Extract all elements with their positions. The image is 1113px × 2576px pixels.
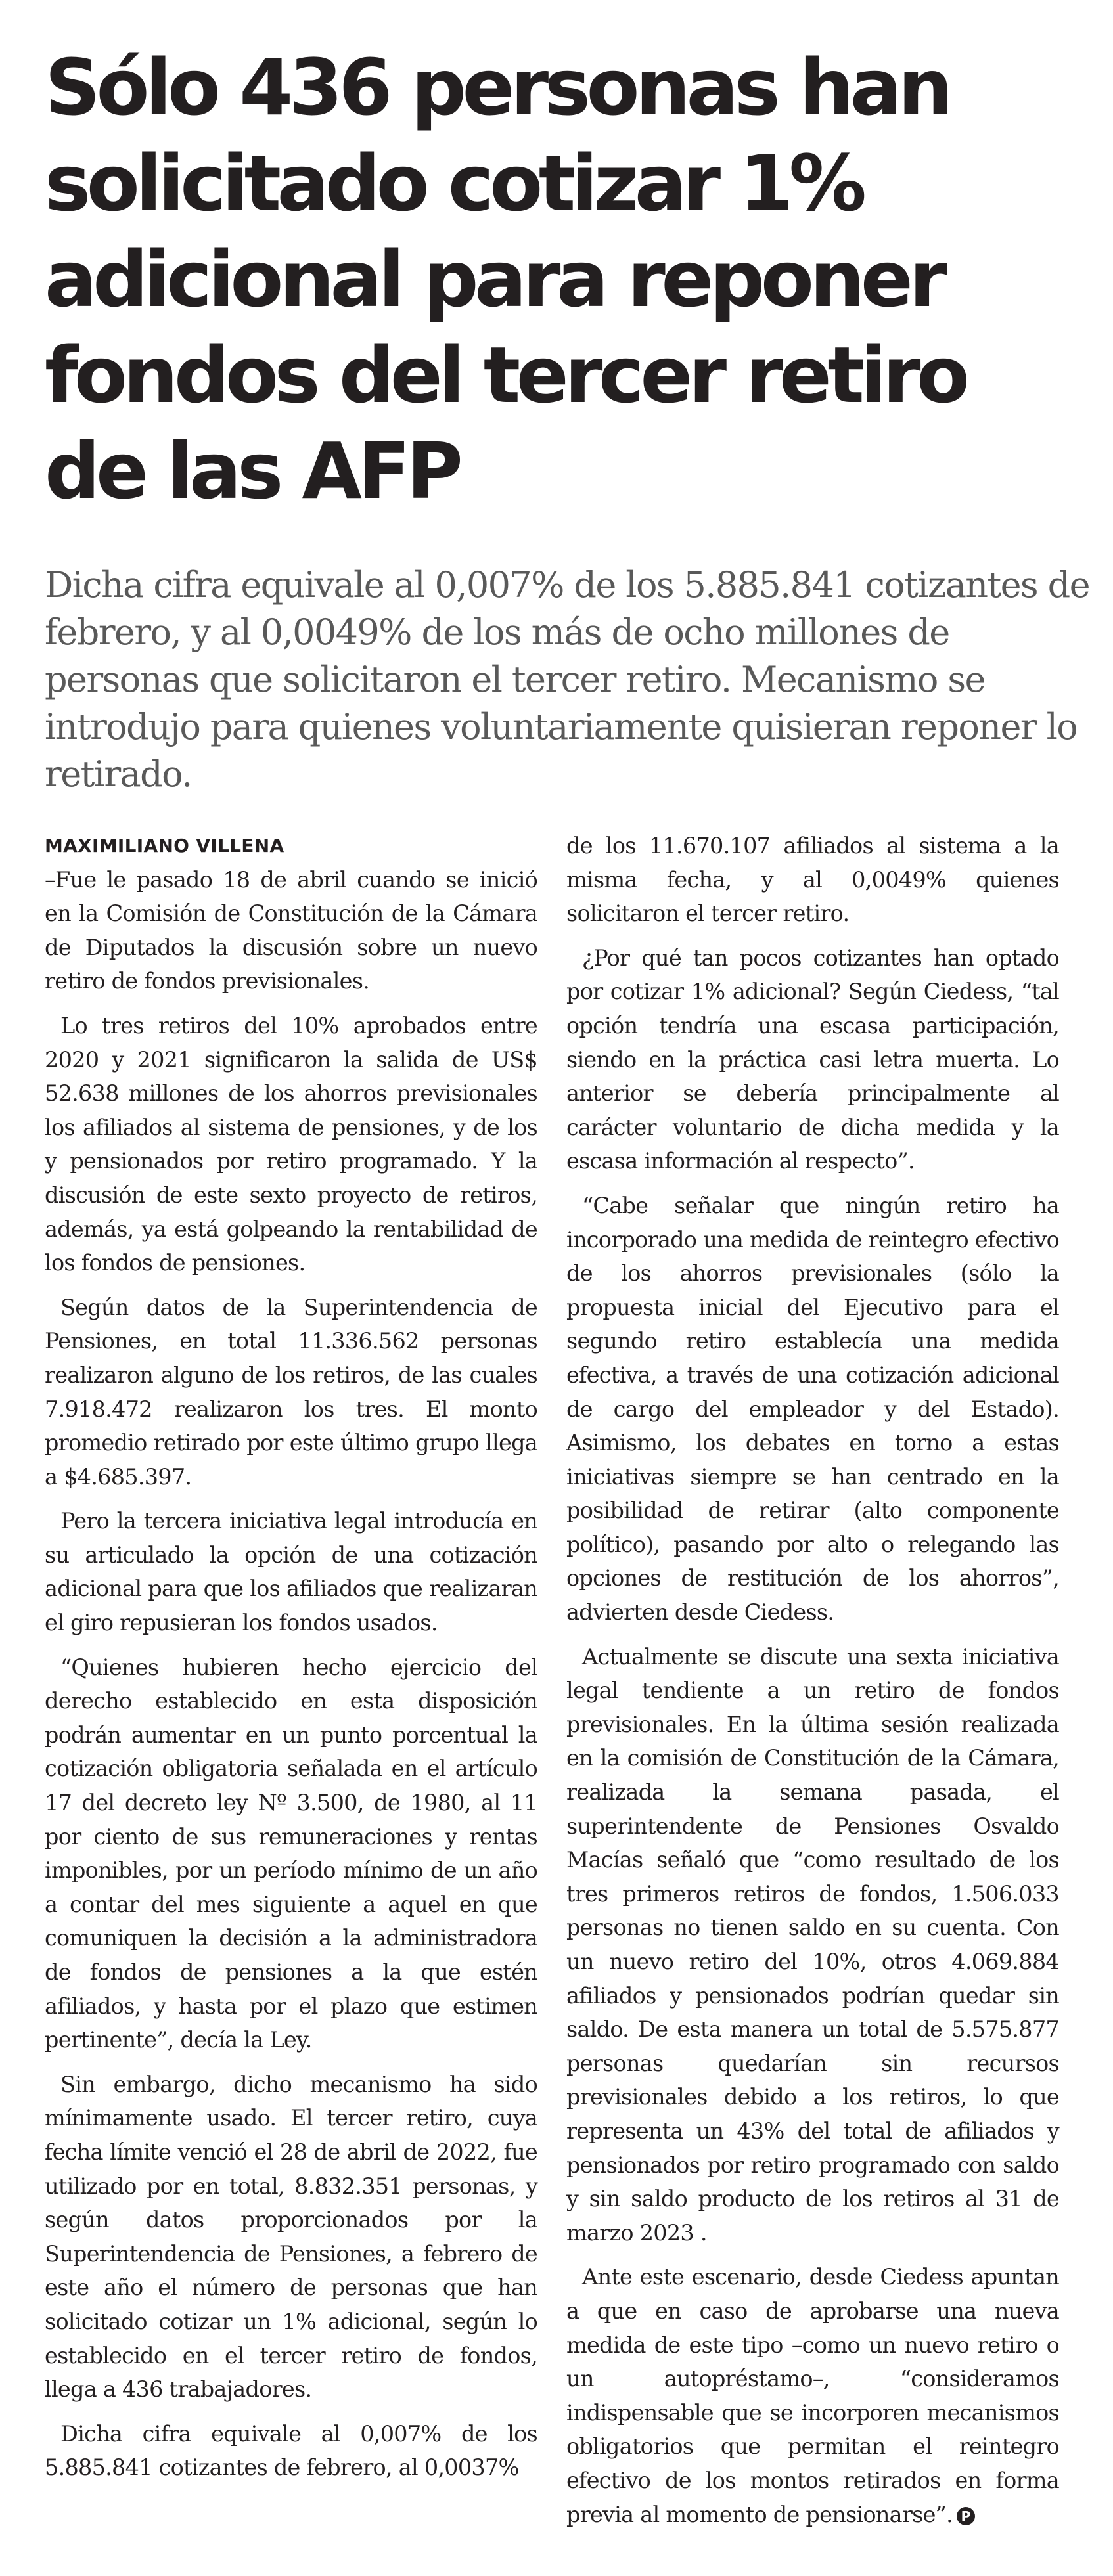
- body-paragraph: –Fue le pasado 18 de abril cuando se inició en la Comisión de Constitución de la Cámara de Diputados la discusión sobre un nuevo retiro de fondos previsionales.: [45, 866, 537, 994]
- article-headline: Sólo 436 personas han solicitado cotizar 1% adicional para reponer fondos del tercer retiro de las AFP: [45, 42, 966, 516]
- body-paragraph: Según datos de la Superintendencia de Pensiones, en total 11.336.562 personas realizaron alguno de los retiros, de las cuales 7.918.472 realizaron los tres. El monto promedio retirado por este último grupo llega a $4.685.397.: [45, 1294, 537, 1490]
- body-paragraph: Actualmente se discute una sexta iniciativa legal tendiente a un retiro de fondos previsionales. En la última sesión realizada en la comisión de Constitución de la Cámara, realizada la semana pasada, el superintendente de Pensiones Osvaldo Macías señaló que “como resultado de los tres primeros retiros de fondos, 1.506.033 personas no tienen saldo en su cuenta. Con un nuevo retiro del 10%, otros 4.069.884 afiliados y pensionados podrían quedar sin saldo. De esta manera un total de 5.575.877 personas quedarían sin recursos previsionales debido a los retiros, lo que representa un 43% del total de afiliados y pensionados por retiro programado con saldo y sin saldo producto de los retiros al 31 de marzo 2023 .: [566, 1643, 1059, 2246]
- article-byline: MAXIMILIANO VILLENA: [45, 835, 284, 856]
- body-paragraph: Pero la tercera iniciativa legal introducía en su articulado la opción de una cotización adicional para que los afiliados que realizaran el giro repusieran los fondos usados.: [45, 1508, 537, 1636]
- body-paragraph: Lo tres retiros del 10% aprobados entre 2020 y 2021 significaron la salida de US$ 52.638 millones de los ahorros previsionales los afiliados al sistema de pensiones, y de los y pensionados por retiro programado. Y la discusión de este sexto proyecto de retiros, además, ya está golpeando la rentabilidad de los fondos de pensiones.: [45, 1012, 537, 1276]
- final-paragraph-text: Ante este escenario, desde Ciedess apuntan a que en caso de aprobarse una nueva medida de este tipo –como un nuevo retiro o un autopréstamo–, “consideramos indispensable que se incorporen mecanismos obligatorios que permitan el reintegro efectivo de los montos retirados en forma previa al momento de pensionarse”.: [566, 2264, 1059, 2527]
- body-paragraph: de los 11.670.107 afiliados al sistema a la misma fecha, y al 0,0049% quienes solicitaron el tercer retiro.: [566, 833, 1059, 927]
- article-deck: Dicha cifra equivale al 0,007% de los 5.885.841 cotizantes de febrero, y al 0,0049% de los más de ocho millones de personas que solicitaron el tercer retiro. Mecanismo se introdujo para quienes voluntariamente quisieran reponer lo retirado.: [45, 564, 1089, 795]
- body-paragraph: Sin embargo, dicho mecanismo ha sido mínimamente usado. El tercer retiro, cuya fecha límite venció el 28 de abril de 2022, fue utilizado por en total, 8.832.351 personas, y según datos proporcionados por la Superintendencia de Pensiones, a febrero de este año el número de personas que han solicitado cotizar un 1% adicional, según lo establecido en el tercer retiro de fondos, llega a 436 trabajadores.: [45, 2071, 537, 2403]
- body-paragraph-final: [566, 2260, 1059, 2531]
- body-paragraph: “Cabe señalar que ningún retiro ha incorporado una medida de reintegro efectivo de los ahorros previsionales (sólo la propuesta inicial del Ejecutivo para el segundo retiro establecía una medida efectiva, a través de una cotización adicional de cargo del empleador y del Estado). Asimismo, los debates en torno a estas iniciativas siempre se han centrado en la posibilidad de retirar (alto componente político), pasando por alto o relegando las opciones de restitución de los ahorros”, advierten desde Ciedess.: [566, 1192, 1059, 1626]
- article-column-right: [566, 829, 1059, 2531]
- end-of-article-icon: P: [957, 2507, 975, 2525]
- body-paragraph: Dicha cifra equivale al 0,007% de los 5.885.841 cotizantes de febrero, al 0,0037%: [45, 2420, 537, 2481]
- article-column-left: [45, 829, 537, 2485]
- body-paragraph: ¿Por qué tan pocos cotizantes han optado por cotizar 1% adicional? Según Ciedess, “tal opción tendría una escasa participación, siendo en la práctica casi letra muerta. Lo anterior se debería principalmente al carácter voluntario de dicha medida y la escasa información al respecto”.: [566, 944, 1059, 1174]
- body-paragraph: “Quienes hubieren hecho ejercicio del derecho establecido en esta disposición podrán aumentar en un punto porcentual la cotización obligatoria señalada en el artículo 17 del decreto ley Nº 3.500, de 1980, al 11 por ciento de sus remuneraciones y rentas imponibles, por un período mínimo de un año a contar del mes siguiente a aquel en que comuniquen la decisión a la administradora de fondos de pensiones a la que estén afiliados, y hasta por el plazo que estimen pertinente”, decía la Ley.: [45, 1654, 537, 2053]
